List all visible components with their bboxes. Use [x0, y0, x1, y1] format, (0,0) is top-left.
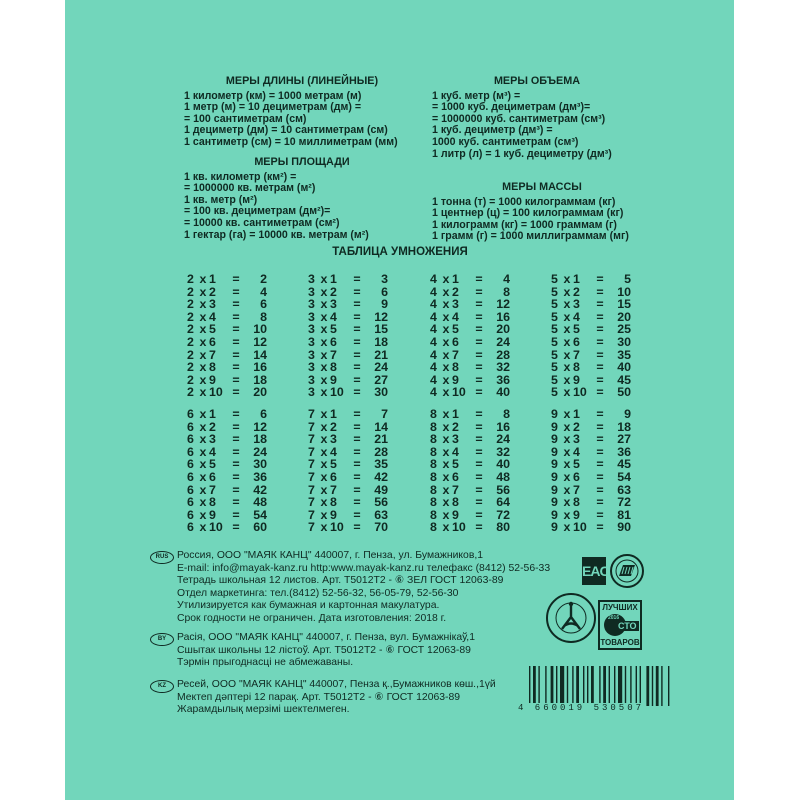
multiplication-row: 2 x 3 = 6 — [187, 297, 267, 312]
multiplication-column-7 — [308, 408, 388, 534]
volume-line: 1000 куб. сантиметрам (см³) — [432, 135, 579, 148]
length-measures-block — [184, 76, 420, 149]
rus-country-badge: RUS — [150, 551, 174, 564]
multiplication-row: 8 x 6 = 48 — [430, 469, 510, 484]
multiplication-column-8 — [430, 408, 510, 534]
multiplication-row: 7 x 8 = 56 — [308, 495, 388, 510]
footer-kz — [177, 679, 496, 717]
multiplication-row: 9 x 9 = 81 — [551, 507, 631, 522]
multiplication-row: 5 x 8 = 40 — [551, 360, 631, 375]
multiplication-row: 9 x 8 = 72 — [551, 495, 631, 510]
area-line: 1 кв. метр (м²) — [184, 193, 258, 206]
multiplication-row: 5 x 4 = 20 — [551, 309, 631, 324]
footer-by-line: Сшытак школьны 12 лістоў. Арт. Т5012Т2 - ⑥ ГОСТ 12063-89 — [177, 644, 471, 656]
multiplication-row: 4 x 9 = 36 — [430, 372, 510, 387]
multiplication-row: 9 x 10 = 90 — [551, 520, 631, 535]
multiplication-row: 8 x 2 = 16 — [430, 419, 510, 434]
area-measures-block — [184, 157, 420, 241]
stamp-top-text: ЛУЧШИХ — [602, 603, 638, 612]
multiplication-row: 7 x 5 = 35 — [308, 457, 388, 472]
multiplication-row: 7 x 2 = 14 — [308, 419, 388, 434]
multiplication-row: 3 x 10 = 30 — [308, 385, 388, 400]
multiplication-row: 3 x 4 = 12 — [308, 309, 388, 324]
mass-line: 1 тонна (т) = 1000 килограммам (кг) — [432, 195, 616, 208]
multiplication-row: 2 x 10 = 20 — [187, 385, 267, 400]
multiplication-row: 2 x 7 = 14 — [187, 347, 267, 362]
mass-line: 1 килограмм (кг) = 1000 граммам (г) — [432, 218, 617, 231]
footer-kz-line: Ресей, ООО "МАЯК КАНЦ" 440007, Пенза қ.,Бумажников көш.,1үй — [177, 679, 496, 690]
multiplication-row: 8 x 4 = 32 — [430, 444, 510, 459]
multiplication-row: 2 x 9 = 18 — [187, 372, 267, 387]
multiplication-row: 7 x 9 = 63 — [308, 507, 388, 522]
by-country-badge: BY — [150, 633, 174, 646]
volume-line: 1 куб. метр (м³) = — [432, 89, 521, 102]
volume-measures-block — [432, 76, 642, 160]
multiplication-column-4 — [430, 273, 510, 399]
footer-kz-line: Мектеп дәптері 12 парақ. Арт. Т5012Т2 - ⑥ ГОСТ 12063-89 — [177, 691, 461, 703]
multiplication-column-3 — [308, 273, 388, 399]
volume-title: МЕРЫ ОБЪЕМА — [493, 75, 581, 87]
multiplication-column-9 — [551, 408, 631, 534]
multiplication-row: 4 x 8 = 32 — [430, 360, 510, 375]
multiplication-row: 5 x 6 = 30 — [551, 334, 631, 349]
barcode-number: 4 660019 530507 — [518, 703, 645, 713]
area-title: МЕРЫ ПЛОЩАДИ — [254, 156, 350, 168]
volume-line: = 1000 куб. дециметрам (дм³)= — [432, 101, 591, 114]
multiplication-row: 5 x 10 = 50 — [551, 385, 631, 400]
mass-line: 1 грамм (г) = 1000 миллиграммам (мг) — [432, 230, 629, 243]
area-line: 1 гектар (га) = 10000 кв. метрам (м²) — [184, 228, 369, 241]
area-line: = 100 кв. дециметрам (дм²)= — [184, 205, 331, 218]
multiplication-row: 3 x 8 = 24 — [308, 360, 388, 375]
multiplication-column-6 — [187, 408, 267, 534]
multiplication-table-title: ТАБЛИЦА УМНОЖЕНИЯ — [332, 246, 468, 258]
mass-measures-block — [432, 182, 652, 243]
multiplication-row: 4 x 4 = 16 — [430, 309, 510, 324]
multiplication-column-5 — [551, 273, 631, 399]
stamp-mid-text: СТО — [618, 621, 637, 631]
multiplication-row: 2 x 6 = 12 — [187, 334, 267, 349]
volume-line: 1 литр (л) = 1 куб. дециметру (дм³) — [432, 147, 612, 160]
footer-by-line: Тэрмін прыгоднасці не абмежаваны. — [177, 657, 354, 669]
stamp-year: 2016 — [608, 615, 620, 621]
multiplication-row: 7 x 3 = 21 — [308, 432, 388, 447]
multiplication-row: 6 x 8 = 48 — [187, 495, 267, 510]
footer-by-line: Расія, ООО "МАЯК КАНЦ" 440007, г. Пенза, вул. Бумажнікаў,1 — [177, 632, 475, 643]
eac-mark-icon: EAC — [582, 557, 606, 585]
multiplication-row: 2 x 5 = 10 — [187, 322, 267, 337]
length-line: 1 сантиметр (см) = 10 миллиметрам (мм) — [184, 135, 398, 148]
multiplication-row: 9 x 2 = 18 — [551, 419, 631, 434]
multiplication-row: 4 x 7 = 28 — [430, 347, 510, 362]
length-title: МЕРЫ ДЛИНЫ (ЛИНЕЙНЫЕ) — [225, 75, 379, 87]
multiplication-row: 8 x 10 = 80 — [430, 520, 510, 535]
footer-rus — [177, 550, 550, 626]
multiplication-row: 8 x 9 = 72 — [430, 507, 510, 522]
area-line: 1 кв. километр (км²) = — [184, 170, 297, 183]
footer-rus-line: Россия, ООО "МАЯК КАНЦ" 440007, г. Пенза, ул. Бумажников,1 — [177, 550, 484, 561]
multiplication-row: 9 x 7 = 63 — [551, 482, 631, 497]
multiplication-row: 2 x 8 = 16 — [187, 360, 267, 375]
multiplication-row: 3 x 9 = 27 — [308, 372, 388, 387]
multiplication-row: 5 x 3 = 15 — [551, 297, 631, 312]
volume-line: = 1000000 куб. сантиметрам (см³) — [432, 112, 606, 125]
multiplication-row: 2 x 1 = 2 — [187, 272, 267, 286]
multiplication-row: 4 x 2 = 8 — [430, 284, 510, 299]
multiplication-row: 3 x 6 = 18 — [308, 334, 388, 349]
best-for-children-quality-stamp-icon — [546, 593, 596, 643]
multiplication-row: 4 x 5 = 20 — [430, 322, 510, 337]
multiplication-row: 6 x 5 = 30 — [187, 457, 267, 472]
multiplication-row: 5 x 5 = 25 — [551, 322, 631, 337]
footer-rus-line: Тетрадь школьная 12 листов. Арт. Т5012Т2 - ⑥ ЗЕЛ ГОСТ 12063-89 — [177, 575, 504, 587]
area-line: = 1000000 кв. метрам (м²) — [184, 182, 316, 195]
multiplication-row: 9 x 4 = 36 — [551, 444, 631, 459]
multiplication-row: 6 x 4 = 24 — [187, 444, 267, 459]
multiplication-row: 2 x 4 = 8 — [187, 309, 267, 324]
multiplication-row: 7 x 7 = 49 — [308, 482, 388, 497]
footer-rus-line: E-mail: info@mayak-kanz.ru http:www.mayak-kanz.ru телефакс (8412) 52-56-33 — [177, 562, 551, 574]
multiplication-row: 6 x 7 = 42 — [187, 482, 267, 497]
multiplication-row: 4 x 1 = 4 — [430, 272, 510, 286]
multiplication-row: 7 x 6 = 42 — [308, 469, 388, 484]
footer-by — [177, 632, 475, 670]
length-line: 1 метр (м) = 10 дециметрам (дм) = — [184, 101, 362, 114]
footer-rus-line: Срок годности не ограничен. Дата изготовления: 2018 г. — [177, 612, 447, 624]
multiplication-row: 9 x 5 = 45 — [551, 457, 631, 472]
footer-rus-line: Отдел маркетинга: тел.(8412) 52-56-32, 56-05-79, 52-56-30 — [177, 587, 459, 599]
multiplication-row: 8 x 1 = 8 — [430, 407, 510, 421]
multiplication-column-2 — [187, 273, 267, 399]
multiplication-row: 2 x 2 = 4 — [187, 284, 267, 299]
multiplication-row: 8 x 7 = 56 — [430, 482, 510, 497]
area-line: = 10000 кв. сантиметрам (см²) — [184, 216, 340, 229]
multiplication-row: 6 x 9 = 54 — [187, 507, 267, 522]
multiplication-row: 4 x 3 = 12 — [430, 297, 510, 312]
multiplication-row: 4 x 10 = 40 — [430, 385, 510, 400]
multiplication-row: 5 x 1 = 5 — [551, 272, 631, 286]
multiplication-row: 7 x 10 = 70 — [308, 520, 388, 535]
multiplication-row: 4 x 6 = 24 — [430, 334, 510, 349]
best-100-goods-stamp-icon — [598, 600, 642, 650]
multiplication-row: 5 x 2 = 10 — [551, 284, 631, 299]
multiplication-row: 3 x 1 = 3 — [308, 272, 388, 286]
footer-kz-line: Жарамдылық мерзімі шектелмеген. — [177, 704, 350, 716]
multiplication-row: 3 x 5 = 15 — [308, 322, 388, 337]
multiplication-row: 6 x 6 = 36 — [187, 469, 267, 484]
multiplication-row: 6 x 3 = 18 — [187, 432, 267, 447]
multiplication-row: 7 x 1 = 7 — [308, 407, 388, 421]
multiplication-row: 3 x 3 = 9 — [308, 297, 388, 312]
footer-rus-line: Утилизируется как бумажная и картонная макулатура. — [177, 600, 440, 612]
mass-line: 1 центнер (ц) = 100 килограммам (кг) — [432, 207, 624, 220]
multiplication-row: 9 x 6 = 54 — [551, 469, 631, 484]
mass-title: МЕРЫ МАССЫ — [502, 181, 582, 193]
multiplication-row: 6 x 1 = 6 — [187, 407, 267, 421]
multiplication-row: 3 x 7 = 21 — [308, 347, 388, 362]
book-logo-icon — [610, 554, 644, 588]
multiplication-row: 9 x 1 = 9 — [551, 407, 631, 421]
multiplication-row: 3 x 2 = 6 — [308, 284, 388, 299]
length-line: 1 дециметр (дм) = 10 сантиметрам (см) — [184, 124, 388, 137]
kz-country-badge: KZ — [150, 680, 174, 693]
length-line: 1 километр (км) = 1000 метрам (м) — [184, 89, 362, 102]
multiplication-row: 9 x 3 = 27 — [551, 432, 631, 447]
volume-line: 1 куб. дециметр (дм³) = — [432, 124, 553, 137]
multiplication-row: 7 x 4 = 28 — [308, 444, 388, 459]
stamp-bottom-text: ТОВАРОВ — [600, 638, 640, 647]
multiplication-row: 8 x 8 = 64 — [430, 495, 510, 510]
multiplication-row: 6 x 2 = 12 — [187, 419, 267, 434]
multiplication-row: 8 x 3 = 24 — [430, 432, 510, 447]
length-line: = 100 сантиметрам (см) — [184, 112, 307, 125]
multiplication-row: 8 x 5 = 40 — [430, 457, 510, 472]
multiplication-row: 5 x 7 = 35 — [551, 347, 631, 362]
multiplication-row: 6 x 10 = 60 — [187, 520, 267, 535]
multiplication-row: 5 x 9 = 45 — [551, 372, 631, 387]
